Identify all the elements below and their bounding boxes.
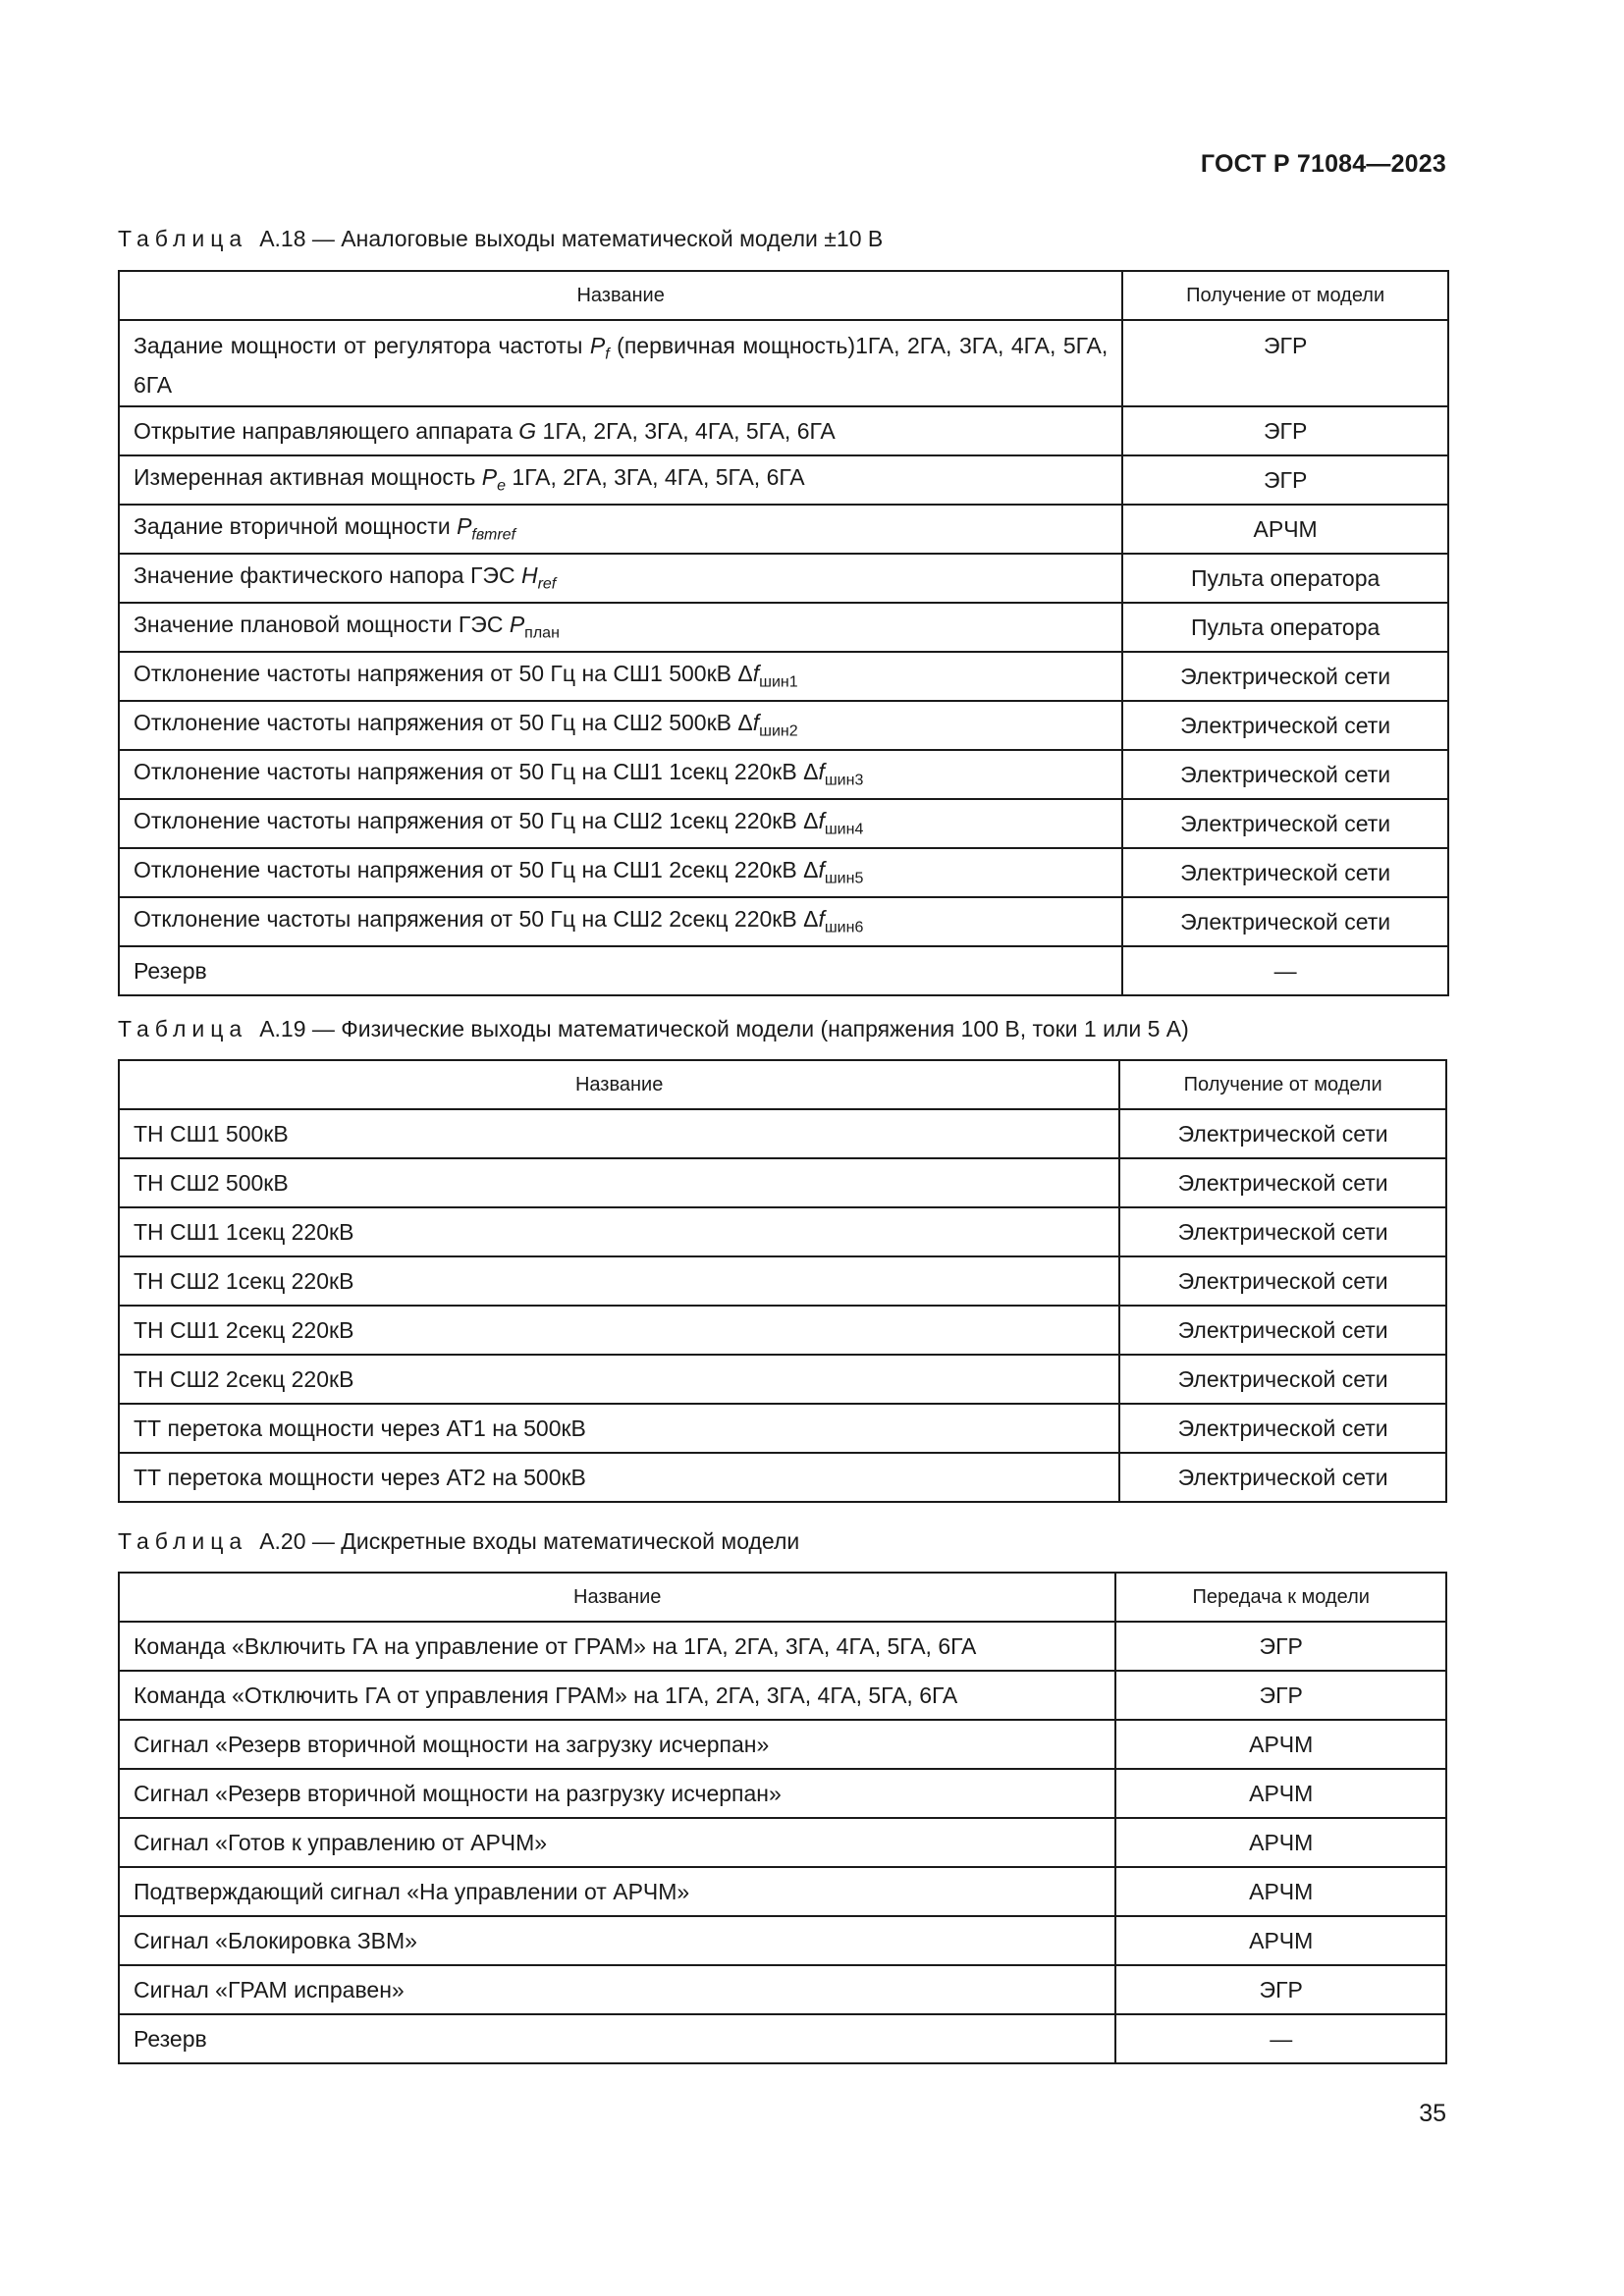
table-row xyxy=(119,1306,1446,1355)
row-name: Отклонение частоты напряжения от 50 Гц на СШ2 500кВ $\Delta f_{шин2}$ xyxy=(119,701,1122,750)
column-header-source: Получение от модели xyxy=(1122,271,1448,320)
row-name: Открытие направляющего аппарата G 1ГА, 2ГА, 3ГА, 4ГА, 5ГА, 6ГА xyxy=(119,406,1122,455)
table-row xyxy=(119,701,1448,750)
table-a20 xyxy=(118,1572,1447,2064)
row-name: ТТ перетока мощности через АТ1 на 500кВ xyxy=(119,1404,1119,1453)
table-row xyxy=(119,1256,1446,1306)
row-name: Сигнал «ГРАМ исправен» xyxy=(119,1965,1115,2014)
row-source: Электрической сети xyxy=(1122,897,1448,946)
row-name: Отклонение частоты напряжения от 50 Гц на СШ1 1секц 220кВ $\Delta f_{шин3}$ xyxy=(119,750,1122,799)
table-a18-caption xyxy=(118,226,883,252)
row-source: Электрической сети xyxy=(1119,1404,1446,1453)
table-row xyxy=(119,1818,1446,1867)
row-source: Пульта оператора xyxy=(1122,603,1448,652)
table-row xyxy=(119,897,1448,946)
table-row xyxy=(119,554,1448,603)
table-row xyxy=(119,1671,1446,1720)
row-source: АРЧМ xyxy=(1122,505,1448,554)
row-source: Электрической сети xyxy=(1119,1306,1446,1355)
table-row xyxy=(119,320,1448,406)
row-name: ТН СШ2 1секц 220кВ xyxy=(119,1256,1119,1306)
row-source: ЭГР xyxy=(1122,320,1448,406)
table-row xyxy=(119,1720,1446,1769)
table-label: Таблица xyxy=(118,1016,248,1041)
row-name: Команда «Отключить ГА от управления ГРАМ» на 1ГА, 2ГА, 3ГА, 4ГА, 5ГА, 6ГА xyxy=(119,1671,1115,1720)
table-row xyxy=(119,2014,1446,2063)
column-header-name: Название xyxy=(119,271,1122,320)
table-row xyxy=(119,1867,1446,1916)
table-row xyxy=(119,1965,1446,2014)
column-header-name: Название xyxy=(119,1060,1119,1109)
row-name: Сигнал «Блокировка ЗВМ» xyxy=(119,1916,1115,1965)
page-number: 35 xyxy=(1419,2100,1446,2127)
row-name: Сигнал «Готов к управлению от АРЧМ» xyxy=(119,1818,1115,1867)
row-name: Задание мощности от регулятора частоты $P_f$ (первичная мощность)1ГА, 2ГА, 3ГА, 4ГА, 5ГА, 6ГА xyxy=(119,320,1122,406)
row-name: Задание вторичной мощности $P_{fвтref}$ xyxy=(119,505,1122,554)
row-name: ТН СШ2 2секц 220кВ xyxy=(119,1355,1119,1404)
column-header-name: Название xyxy=(119,1573,1115,1622)
table-title: А.19 — Физические выходы математической модели (напряжения 100 В, токи 1 или 5 А) xyxy=(259,1016,1189,1041)
table-row xyxy=(119,1453,1446,1502)
row-source: АРЧМ xyxy=(1115,1720,1446,1769)
table-row xyxy=(119,455,1448,505)
row-name: Значение плановой мощности ГЭС $P_{план}$ xyxy=(119,603,1122,652)
table-a20-caption xyxy=(118,1528,799,1555)
table-row xyxy=(119,946,1448,995)
row-source: Электрической сети xyxy=(1119,1256,1446,1306)
row-source: Пульта оператора xyxy=(1122,554,1448,603)
row-name: Резерв xyxy=(119,946,1122,995)
table-row xyxy=(119,1207,1446,1256)
row-source: ЭГР xyxy=(1115,1671,1446,1720)
row-name: Отклонение частоты напряжения от 50 Гц на СШ2 1секц 220кВ $\Delta f_{шин4}$ xyxy=(119,799,1122,848)
table-row xyxy=(119,1404,1446,1453)
table-row xyxy=(119,406,1448,455)
row-source: Электрической сети xyxy=(1119,1453,1446,1502)
table-row xyxy=(119,603,1448,652)
row-name: Резерв xyxy=(119,2014,1115,2063)
table-row xyxy=(119,1622,1446,1671)
table-title: А.20 — Дискретные входы математической модели xyxy=(259,1528,800,1554)
table-a19-caption xyxy=(118,1016,1189,1042)
row-name: ТТ перетока мощности через АТ2 на 500кВ xyxy=(119,1453,1119,1502)
column-header-source: Получение от модели xyxy=(1119,1060,1446,1109)
table-row xyxy=(119,652,1448,701)
row-source: Электрической сети xyxy=(1122,652,1448,701)
table-row xyxy=(119,1158,1446,1207)
table-header-row xyxy=(119,271,1448,320)
row-source: АРЧМ xyxy=(1115,1769,1446,1818)
row-name: Отклонение частоты напряжения от 50 Гц на СШ1 2секц 220кВ $\Delta f_{шин5}$ xyxy=(119,848,1122,897)
table-row xyxy=(119,1355,1446,1404)
row-source: — xyxy=(1122,946,1448,995)
table-row xyxy=(119,750,1448,799)
table-row xyxy=(119,1109,1446,1158)
row-name: Сигнал «Резерв вторичной мощности на загрузку исчерпан» xyxy=(119,1720,1115,1769)
document-code: ГОСТ Р 71084—2023 xyxy=(1200,150,1446,178)
row-name: Значение фактического напора ГЭС $H_{ref}$ xyxy=(119,554,1122,603)
column-header-source: Передача к модели xyxy=(1115,1573,1446,1622)
row-name: Отклонение частоты напряжения от 50 Гц на СШ2 2секц 220кВ $\Delta f_{шин6}$ xyxy=(119,897,1122,946)
row-name: Отклонение частоты напряжения от 50 Гц на СШ1 500кВ $\Delta f_{шин1}$ xyxy=(119,652,1122,701)
table-row xyxy=(119,799,1448,848)
row-name: Измеренная активная мощность $P_e$ 1ГА, 2ГА, 3ГА, 4ГА, 5ГА, 6ГА xyxy=(119,455,1122,505)
row-name: Подтверждающий сигнал «На управлении от АРЧМ» xyxy=(119,1867,1115,1916)
row-name: ТН СШ1 500кВ xyxy=(119,1109,1119,1158)
row-source: Электрической сети xyxy=(1122,848,1448,897)
row-source: ЭГР xyxy=(1122,455,1448,505)
table-title: А.18 — Аналоговые выходы математической модели ±10 В xyxy=(259,226,884,251)
row-source: Электрической сети xyxy=(1122,799,1448,848)
table-row xyxy=(119,505,1448,554)
row-source: Электрической сети xyxy=(1122,701,1448,750)
row-source: АРЧМ xyxy=(1115,1867,1446,1916)
row-source: АРЧМ xyxy=(1115,1818,1446,1867)
row-source: ЭГР xyxy=(1115,1622,1446,1671)
row-name: Команда «Включить ГА на управление от ГРАМ» на 1ГА, 2ГА, 3ГА, 4ГА, 5ГА, 6ГА xyxy=(119,1622,1115,1671)
row-name: Сигнал «Резерв вторичной мощности на разгрузку исчерпан» xyxy=(119,1769,1115,1818)
table-header-row xyxy=(119,1573,1446,1622)
row-source: — xyxy=(1115,2014,1446,2063)
table-a18 xyxy=(118,270,1449,996)
table-header-row xyxy=(119,1060,1446,1109)
table-row xyxy=(119,1916,1446,1965)
table-label: Таблица xyxy=(118,1528,248,1554)
row-source: Электрической сети xyxy=(1122,750,1448,799)
row-name: ТН СШ1 2секц 220кВ xyxy=(119,1306,1119,1355)
row-source: ЭГР xyxy=(1115,1965,1446,2014)
table-label: Таблица xyxy=(118,226,248,251)
row-source: ЭГР xyxy=(1122,406,1448,455)
row-source: Электрической сети xyxy=(1119,1355,1446,1404)
row-source: Электрической сети xyxy=(1119,1207,1446,1256)
table-row xyxy=(119,848,1448,897)
row-name: ТН СШ2 500кВ xyxy=(119,1158,1119,1207)
row-source: Электрической сети xyxy=(1119,1158,1446,1207)
row-source: АРЧМ xyxy=(1115,1916,1446,1965)
row-source: Электрической сети xyxy=(1119,1109,1446,1158)
table-a19 xyxy=(118,1059,1447,1503)
table-row xyxy=(119,1769,1446,1818)
row-name: ТН СШ1 1секц 220кВ xyxy=(119,1207,1119,1256)
